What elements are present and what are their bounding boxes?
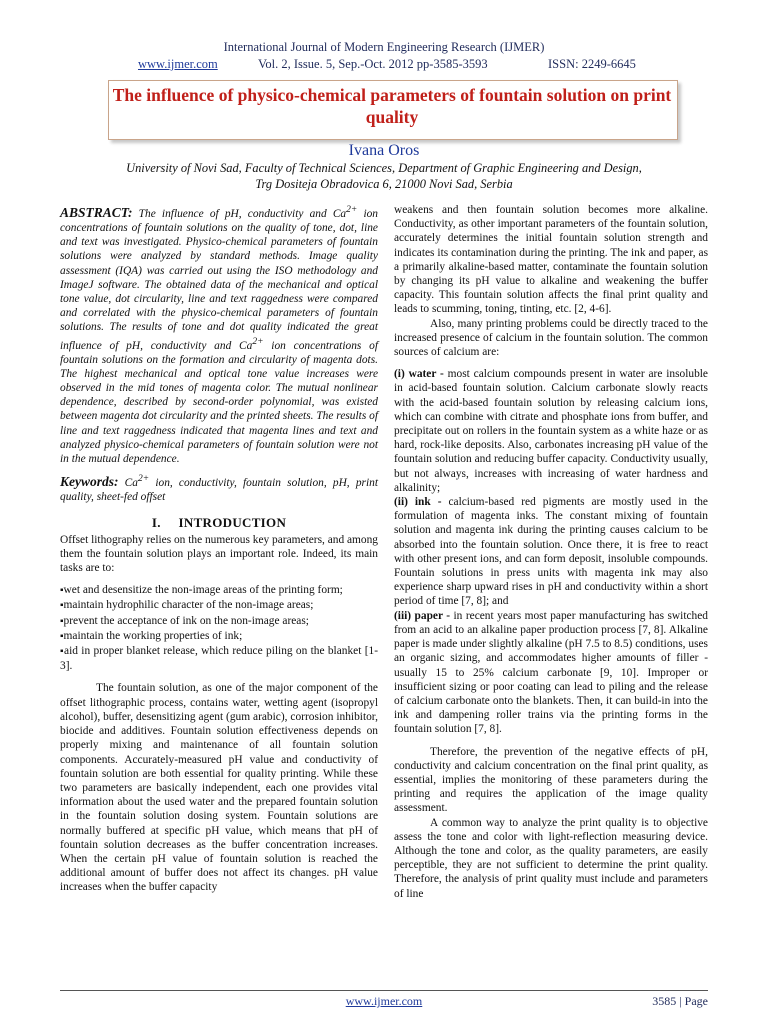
calcium-source-water	[394, 367, 708, 495]
superscript: 2+	[137, 474, 150, 485]
keywords-text: Ca	[118, 477, 138, 490]
source-text: calcium-based red pigments are mostly used in the formulation of magenta inks. The constant mixing of fountain solution and magenta ink during the printing causes calcium to be absorbed into the fountain solution. Once there, it is free to react with other present ions, and can form deposit, insoluble compounds. Fountain solutions in press units with magenta ink may also experience sharp upward rises in pH and conductivity within a short period of time [7, 8]; and	[394, 496, 708, 608]
list-item: ▪ wet and desensitize the non-image areas of the printing form;	[60, 583, 378, 598]
source-text: in recent years most paper manufacturing has switched from an acid to an alkaline paper production process [7, 8]. Alkaline paper is made under slightly alkaline (pH 7.5 to 8.5) conditions, uses an organic sizing, and accommodates higher amounts of filler - usually 15 to 25% calcium carbonate [9, 10]. Improper or insufficient sizing or poor coating can lead to piling and the release of calcium carbonate onto the blankets. Then, it can build-in into the ink and dampening roller trains via the printing forms in the fountain solution [7, 8].	[394, 609, 708, 736]
right-column	[394, 203, 708, 901]
superscript: 2+	[346, 205, 358, 215]
list-item: ▪ aid in proper blanket release, which reduce piling on the blanket [1-3].	[60, 644, 378, 673]
volume-info: Vol. 2, Issue. 5, Sep.-Oct. 2012 pp-3585-3593	[258, 57, 488, 71]
calcium-source-paper	[394, 609, 708, 737]
footer-url-link[interactable]: www.ijmer.com	[345, 994, 423, 1008]
body-paragraph: The fountain solution, as one of the major component of the offset lithographic process, contains water, wetting agent (isopropyl alcohol), buffer, desensitizing agent (gum arabic), corrosion inhibitor, biocide and additives. Fountain solution effectiveness depends on properly mixing and maintenance of all fountain solution components. Accurately-measured pH value and conductivity of fountain solution are both essential for quality printing. While these two parameters are basically independent, each one provides vital information about the used water and the prepared fountain solution in the fountain solution dosing system. Fountain solutions are normally buffered at specific pH value, which means that pH of fountain solution decreases as the buffer concentration increases. When the certain pH value of fountain solution is reached the additional amount of buffer does not affect its changes. pH value increases when the buffer capacity	[60, 682, 378, 894]
superscript: 2+	[252, 336, 264, 347]
affiliation-line-1: University of Novi Sad, Faculty of Technical Sciences, Department of Graphic Engineering and Design,	[126, 161, 642, 175]
abstract-text: ion concentrations of fountain solutions on the formation and circularity of magenta dots. The highest mechanical and optical tone value increases were observed in the mid tones of magenta color. The mutual nonlinear dependence, described by second-order polynomial, was existed between magenta dot circularity and the printed sheets. The results of line and text raggedness indicated that magenta lines and text and analyzed physico-chemical parameters of fountain solution were not in the mutual dependence.	[60, 339, 378, 466]
source-label: (ii) ink -	[394, 496, 442, 509]
body-paragraph: A common way to analyze the print quality is to objective assess the tone and color with light-reflection measuring device. Although the tone and color, as the quality parameters, are easily perceptible, they are not sufficient to determine the print quality. Therefore, the analysis of print quality must include and parameters of line	[394, 816, 708, 900]
list-item: ▪ maintain hydrophilic character of the non-image areas;	[60, 598, 378, 613]
section-heading-introduction: I. INTRODUCTION	[151, 515, 287, 531]
affiliation	[0, 160, 768, 192]
issn: ISSN: 2249-6645	[548, 57, 636, 71]
body-paragraph: Therefore, the prevention of the negative effects of pH, conductivity and calcium concentration on the final print quality, as essential, implies the monitoring of these parameters during the printing and requires the application of the image quality assessment.	[394, 745, 708, 815]
list-item: ▪ maintain the working properties of ink;	[60, 629, 378, 644]
abstract-text: The influence of pH, conductivity and Ca	[132, 207, 347, 220]
abstract-label: ABSTRACT:	[60, 204, 133, 220]
intro-paragraph: Offset lithography relies on the numerous key parameters, and among them the fountain solution plays an important role. Indeed, its main tasks are to:	[60, 533, 379, 575]
keywords-label: Keywords:	[60, 474, 119, 490]
left-column	[60, 203, 378, 895]
journal-name: International Journal of Modern Engineering Research (IJMER)	[223, 40, 545, 54]
abstract	[60, 203, 378, 466]
keywords	[60, 472, 378, 504]
footer-divider	[60, 990, 708, 991]
source-label: (i) water -	[394, 368, 444, 381]
body-paragraph: Also, many printing problems could be directly traced to the increased presence of calcium in the fountain solution. The common sources of calcium are:	[394, 317, 708, 359]
affiliation-line-2: Trg Dositeja Obradovica 6, 21000 Novi Sad, Serbia	[255, 177, 513, 191]
source-text: most calcium compounds present in water are insoluble in acid-based fountain solution. Calcium carbonate slowly reacts with the acid-based fountain solution by releasing calcium ions, which can combine with citrate and phosphate ions from buffer, and precipitate out on rollers in the fountain system as a white haze or as hard, rock-like deposits. Also, carbonates increasing pH value of the fountain solution and reducing buffer capacity. Conductivity usually, but not always, increases with increasing of water hardness and alkalinity;	[394, 368, 708, 494]
journal-url-link[interactable]: www.ijmer.com	[138, 57, 218, 71]
author-name: Ivana Oros	[348, 142, 420, 159]
source-label: (iii) paper -	[394, 609, 451, 622]
paper-title: The influence of physico-chemical parameters of fountain solution on print quality	[112, 85, 672, 127]
page-number: 3585 | Page	[652, 994, 708, 1008]
journal-header	[0, 40, 768, 55]
list-item: ▪ prevent the acceptance of ink on the non-image areas;	[60, 614, 378, 629]
keywords-text: ion, conductivity, fountain solution, pH, print quality, sheet-fed offset	[60, 477, 378, 504]
abstract-text: ion concentrations of fountain solutions on the quality of tone, dot, line and text was investigated. Physico-chemical parameters of fountain solutions were analyzed by standard methods. Image quality assessment (IQA) was carried out using the ISO methodology and ImageJ software. The obtained data of the mechanical and optical tone value, dot circularity, line and text raggedness were compared and correlated with the physico-chemical parameters of fountain solutions. The results of tone and dot quality indicated the great influence of pH, conductivity and Ca	[60, 207, 379, 352]
calcium-source-ink	[394, 495, 708, 609]
body-paragraph: weakens and then fountain solution becomes more alkaline. Conductivity, as other important parameters of the fountain solution, accurately determines the initial fountain solution strength and indicates its contamination during the printing. The ink and paper, as a primarily alkaline-based matter, contaminate the fountain solution by changing its pH value to alkaline and weakening the buffer capacity. This fountain solution affects the final print quality and leads to scumming, toning, tinting, etc. [2, 4-6].	[394, 204, 708, 316]
